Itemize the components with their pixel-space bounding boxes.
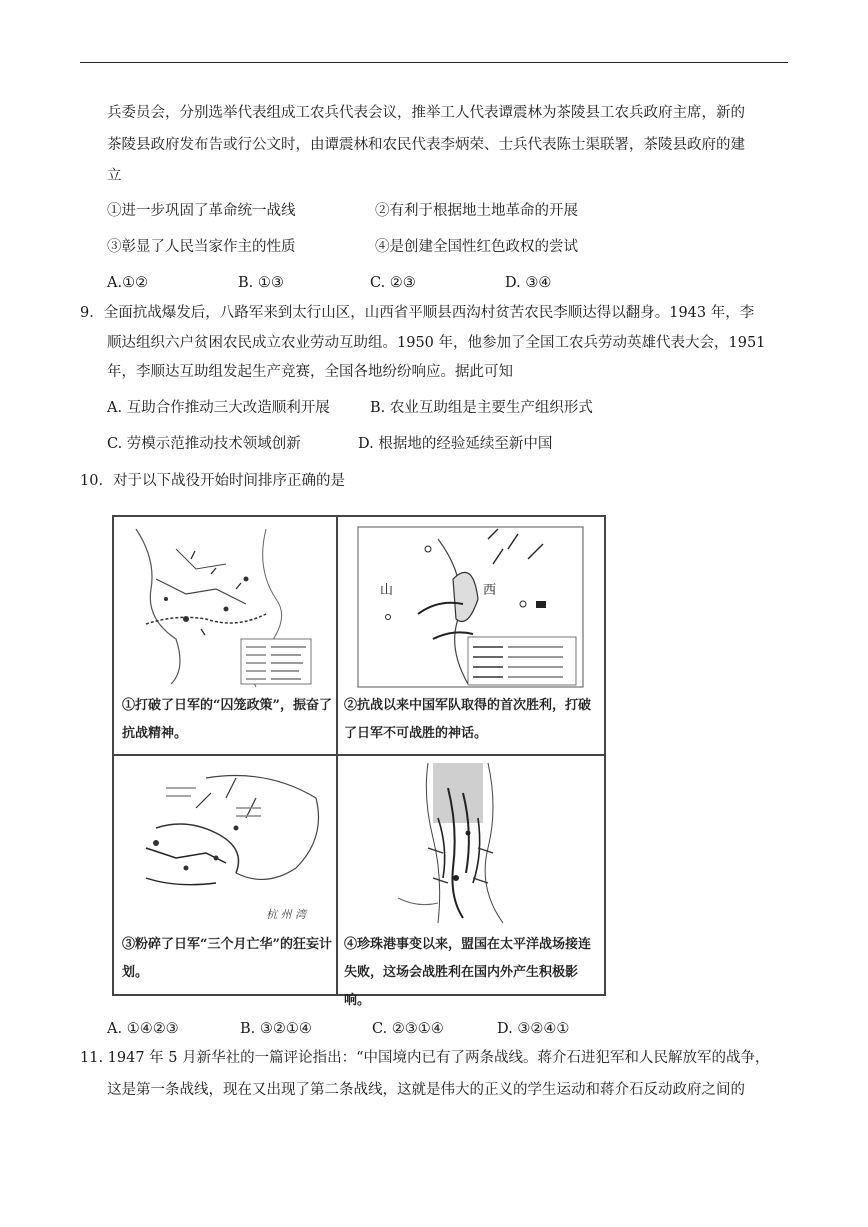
map-3-songhu: [116, 758, 334, 928]
q10-option-b[interactable]: B. ③②①④: [240, 1021, 312, 1037]
figure-horizontal-divider: [114, 754, 604, 756]
q10-stem: 10．对于以下战役开始时间排序正确的是: [80, 473, 345, 489]
q8-statement-2: ②有利于根据地土地革命的开展: [375, 203, 578, 219]
q9-option-d[interactable]: D. 根据地的经验延续至新中国: [358, 436, 553, 452]
q8-option-a[interactable]: A.①②: [107, 275, 149, 291]
map-3-caption: ③粉碎了日军“三个月亡华”的狂妄计划。: [122, 937, 332, 980]
map-2-label-shan: 山: [380, 583, 394, 598]
q8-text-line-2: 茶陵县政府发布告或行公文时，由谭震林和农民代表李炳荣、士兵代表陈士渠联署，茶陵县政府的建: [107, 137, 745, 153]
map-1-hundred-regiments: [116, 519, 334, 689]
header-rule: [80, 62, 788, 63]
q8-option-b[interactable]: B. ①③: [238, 275, 284, 291]
q8-statement-3: ③彰显了人民当家作主的性质: [107, 239, 296, 255]
q11-stem-line-2: 这是第一条战线，现在又出现了第二条战线，这就是伟大的正义的学生运动和蒋介石反动政府之间的: [107, 1082, 745, 1098]
map-1-caption: ①打破了日军的“囚笼政策”，振奋了抗战精神。: [122, 698, 332, 741]
q8-statement-4: ④是创建全国性红色政权的尝试: [375, 239, 578, 255]
q10-option-d[interactable]: D. ③②④①: [497, 1021, 570, 1037]
q9-option-b[interactable]: B. 农业互助组是主要生产组织形式: [370, 400, 593, 416]
q11-stem-line-1: 11. 1947 年 5 月新华社的一篇评论指出：“中国境内已有了两条战线。蒋介石进犯军和人民解放军的战争，: [80, 1050, 770, 1066]
q8-option-c[interactable]: C. ②③: [370, 275, 416, 291]
map-4-changsha: [338, 758, 604, 928]
map-2-caption: ②抗战以来中国军队取得的首次胜利，打破了日军不可战胜的神话。: [344, 698, 592, 741]
map-4-caption: ④珍珠港事变以来，盟国在太平洋战场接连失败，这场会战胜利在国内外产生积极影响。: [344, 937, 592, 1008]
map-3-label-bay: 杭 州 湾: [266, 908, 306, 921]
q9-option-c[interactable]: C. 劳模示范推动技术领域创新: [107, 436, 301, 452]
q8-text-line-1: 兵委员会，分别选举代表组成工农兵代表会议，推举工人代表谭震林为茶陵县工农兵政府主席，新的: [107, 105, 745, 121]
q8-text-line-3: 立: [107, 168, 122, 184]
q9-option-a[interactable]: A. 互助合作推动三大改造顺利开展: [107, 400, 330, 416]
map-2-pingxingguan: [338, 519, 604, 689]
q10-option-c[interactable]: C. ②③①④: [372, 1021, 444, 1037]
q8-option-d[interactable]: D. ③④: [505, 275, 552, 291]
q9-stem-line-1: 9．全面抗战爆发后，八路军来到太行山区，山西省平顺县西沟村贫苦农民李顺达得以翻身。1943 年，李: [80, 305, 755, 321]
q9-stem-line-3: 年，李顺达互助组发起生产竞赛，全国各地纷纷响应。据此可知: [107, 364, 513, 380]
q10-option-a[interactable]: A. ①④②③: [107, 1021, 179, 1037]
q8-statement-1: ①进一步巩固了革命统一战线: [107, 203, 296, 219]
battle-maps-figure: [112, 515, 606, 1008]
map-2-label-xi: 西: [483, 583, 497, 598]
q9-stem-line-2: 顺达组织六户贫困农民成立农业劳动互助组。1950 年，他参加了全国工农兵劳动英雄代表大会，1951: [107, 335, 766, 351]
